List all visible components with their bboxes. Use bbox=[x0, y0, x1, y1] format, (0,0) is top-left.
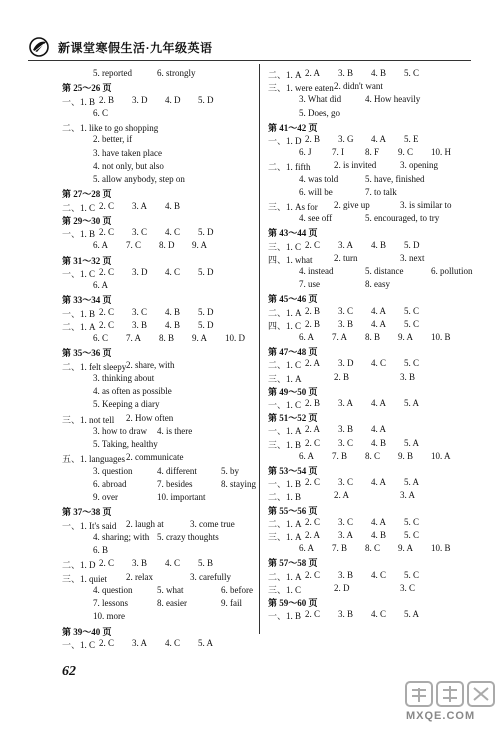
answer-cell: 3. A bbox=[338, 239, 354, 250]
answer-cell: 2. turn bbox=[334, 252, 358, 263]
answer-cell: 4. A bbox=[371, 424, 387, 435]
answer-cell: 6. A bbox=[299, 543, 315, 554]
answer-cell: 三、1. were eaten bbox=[268, 83, 334, 94]
answer-cell: 3. B bbox=[338, 318, 354, 329]
heading-text: 第 31～32 页 bbox=[62, 255, 112, 266]
answer-cell: 7. A bbox=[332, 332, 348, 342]
answer-cell: 4. B bbox=[165, 319, 181, 330]
answer-cell: 2. C bbox=[305, 239, 321, 250]
answer-cell: 6. C bbox=[93, 107, 109, 118]
answer-cell: 2. B bbox=[305, 134, 321, 144]
answer-cell: 5. C bbox=[404, 358, 420, 369]
answer-cell: 3. B bbox=[132, 319, 148, 330]
answer-cell: 二、1. A bbox=[268, 518, 302, 529]
heading-text: 第 47～48 页 bbox=[268, 347, 318, 358]
answer-cell: 5. Keeping a diary bbox=[93, 399, 160, 410]
answer-cell: 二、1. A bbox=[268, 307, 302, 318]
heading-text: 第 27～28 页 bbox=[62, 189, 112, 200]
answer-cell: 3. B bbox=[400, 371, 416, 382]
answer-cell: 5. have, finished bbox=[365, 173, 425, 184]
answer-cell: 7. B bbox=[332, 543, 348, 554]
answer-cell: 2. share, with bbox=[126, 359, 175, 370]
heading-text: 第 37～38 页 bbox=[62, 507, 112, 518]
answer-cell: 3. question bbox=[93, 465, 133, 476]
answer-cell: 三、1. not tell bbox=[62, 414, 115, 425]
answer-cell: 4. C bbox=[165, 227, 181, 237]
answer-cell: 三、1. B bbox=[268, 439, 302, 450]
answer-cell: 10. important bbox=[157, 492, 206, 502]
answer-cell: 三、1. C bbox=[268, 584, 302, 595]
answer-cell: 3. carefully bbox=[190, 571, 231, 582]
answer-cell: 二、1. C bbox=[268, 360, 302, 371]
answer-cell: 10. H bbox=[431, 147, 451, 158]
answer-cell: 4. A bbox=[371, 318, 387, 329]
answer-cell: 3. B bbox=[338, 424, 354, 435]
answer-cell: 3. C bbox=[132, 306, 148, 317]
answer-cell: 5. C bbox=[404, 530, 420, 540]
answer-cell: 5. reported bbox=[93, 68, 132, 78]
answer-cell: 4. sharing; with bbox=[93, 531, 150, 542]
heading-text: 第 45～46 页 bbox=[268, 294, 318, 305]
answer-cell: 一、1. B bbox=[62, 96, 96, 107]
answer-cell: 一、1. It's said bbox=[62, 520, 117, 531]
answer-cell: 3. What did bbox=[299, 94, 342, 105]
answer-cell: 2. give up bbox=[334, 200, 370, 210]
answer-cell: 8. easier bbox=[157, 598, 187, 608]
answer-cell: 3. C bbox=[338, 477, 354, 488]
answer-cell: 4. B bbox=[371, 68, 387, 78]
answer-cell: 2. A bbox=[305, 424, 321, 435]
answer-cell: 三、1. quiet bbox=[62, 573, 107, 584]
answer-cell: 5. D bbox=[198, 227, 214, 237]
answer-cell: 三、1. As for bbox=[268, 202, 318, 212]
answer-cell: 4. C bbox=[165, 266, 181, 277]
answer-cell: 7. to talk bbox=[365, 186, 397, 197]
leaf-logo-icon bbox=[28, 36, 50, 58]
answer-cell: 2. relax bbox=[126, 571, 153, 582]
answer-cell: 5. C bbox=[404, 516, 420, 527]
answer-cell: 4. see off bbox=[299, 213, 333, 224]
answer-cell: 4. A bbox=[371, 477, 387, 488]
answer-cell: 二、1. A bbox=[268, 571, 302, 582]
answer-cell: 4. How heavily bbox=[365, 94, 421, 105]
answer-cell: 2. B bbox=[334, 371, 350, 382]
answer-cell: 8. staying bbox=[221, 478, 256, 489]
answer-cell: 二、1. A bbox=[268, 70, 302, 80]
answer-cell: 2. C bbox=[305, 477, 321, 488]
answer-cell: 6. abroad bbox=[93, 478, 127, 489]
answer-cell: 2. C bbox=[305, 609, 321, 620]
answer-cell: 7. C bbox=[126, 240, 142, 251]
answer-cell: 7. use bbox=[299, 279, 320, 290]
heading-text: 第 33～34 页 bbox=[62, 295, 112, 306]
answer-cell: 4. A bbox=[371, 134, 387, 144]
answer-cell: 9. A bbox=[192, 333, 208, 343]
answer-cell: 8. B bbox=[159, 333, 175, 343]
answer-cell: 4. A bbox=[371, 305, 387, 316]
answer-cell: 4. different bbox=[157, 465, 197, 476]
answer-cell: 一、1. D bbox=[268, 136, 302, 146]
answer-cell: 5. A bbox=[404, 398, 420, 408]
answer-cell: 二、1. C bbox=[62, 202, 96, 213]
heading-text: 第 35～36 页 bbox=[62, 348, 112, 359]
answer-cell: 3. C bbox=[338, 437, 354, 448]
answer-cell: 二、1. like to go shopping bbox=[62, 123, 159, 133]
answer-cell: 2. communicate bbox=[126, 452, 184, 463]
answer-cell: 10. more bbox=[93, 611, 125, 622]
answer-cell: 2. How often bbox=[126, 412, 174, 423]
answer-cell: 2. A bbox=[305, 68, 321, 78]
answer-cell: 4. question bbox=[93, 584, 133, 595]
answer-cell: 5. allow anybody, step on bbox=[93, 174, 185, 184]
answer-cell: 2. B bbox=[305, 305, 321, 316]
answer-cell: 3. D bbox=[338, 358, 354, 369]
answer-cell: 二、1. fifth bbox=[268, 162, 311, 173]
answer-cell: 二、1. D bbox=[62, 560, 96, 571]
answer-cell: 6. before bbox=[221, 584, 253, 595]
answer-cell: 5. D bbox=[198, 94, 214, 105]
answer-cell: 二、1. felt sleepy bbox=[62, 361, 127, 372]
answer-cell: 4. A bbox=[371, 516, 387, 527]
answer-cell: 4. B bbox=[371, 239, 387, 250]
answer-cell: 三、1. A bbox=[268, 373, 302, 384]
heading-text: 第 25～26 页 bbox=[62, 83, 112, 94]
answer-cell: 2. better, if bbox=[93, 134, 133, 145]
answer-cell: 3. is similar to bbox=[400, 200, 452, 210]
answer-cell: 3. have taken place bbox=[93, 147, 162, 158]
answer-cell: 2. C bbox=[99, 319, 115, 330]
answer-cell: 2. A bbox=[305, 358, 321, 369]
answer-cell: 9. C bbox=[398, 147, 414, 158]
answer-cell: 9. B bbox=[398, 450, 414, 461]
answer-cell: 3. A bbox=[400, 490, 416, 501]
answer-cell: 4. B bbox=[371, 437, 387, 448]
answer-cell: 3. A bbox=[132, 200, 148, 211]
answer-cell: 3. D bbox=[132, 266, 148, 277]
answer-cell: 5. A bbox=[404, 477, 420, 488]
answer-cell: 6. strongly bbox=[157, 68, 196, 78]
answer-cell: 9. over bbox=[93, 492, 118, 502]
answer-cell: 5. A bbox=[404, 609, 420, 620]
answer-cell: 7. lessons bbox=[93, 598, 129, 608]
answer-cell: 10. B bbox=[431, 332, 451, 342]
answer-cell: 4. C bbox=[371, 358, 387, 369]
answer-cell: 7. I bbox=[332, 147, 344, 158]
answer-cell: 5. D bbox=[404, 239, 420, 250]
answer-cell: 2. C bbox=[99, 266, 115, 277]
answer-cell: 8. F bbox=[365, 147, 380, 158]
answer-cell: 6. will be bbox=[299, 186, 333, 197]
heading-text: 第 41～42 页 bbox=[268, 122, 318, 133]
heading-text: 第 57～58 页 bbox=[268, 558, 318, 569]
answer-cell: 10. B bbox=[431, 543, 451, 554]
answer-cell: 6. J bbox=[299, 147, 312, 158]
answer-cell: 4. as often as possible bbox=[93, 386, 172, 396]
header-rule bbox=[28, 60, 471, 61]
answer-cell: 2. C bbox=[99, 227, 115, 237]
answer-cell: 2. A bbox=[305, 530, 321, 540]
answer-cell: 一、1. B bbox=[268, 611, 302, 622]
answer-cell: 3. C bbox=[338, 516, 354, 527]
answer-cell: 3. A bbox=[338, 530, 354, 540]
answer-cell: 9. A bbox=[398, 543, 414, 554]
page-number: 62 bbox=[62, 664, 76, 679]
answer-cell: 2. is invited bbox=[334, 160, 377, 171]
answer-cell: 5. D bbox=[198, 266, 214, 277]
answer-cell: 5. C bbox=[404, 305, 420, 316]
answer-cell: 6. A bbox=[299, 450, 315, 461]
answer-cell: 4. is there bbox=[157, 425, 193, 436]
answer-cell: 2. C bbox=[305, 516, 321, 527]
answer-cell: 五、1. languages bbox=[62, 454, 125, 465]
answer-cell: 二、1. B bbox=[268, 492, 302, 503]
heading-text: 第 55～56 页 bbox=[268, 505, 318, 516]
answer-cell: 8. easy bbox=[365, 279, 390, 290]
answer-cell: 2. B bbox=[305, 398, 321, 408]
answer-cell: 一、1. C bbox=[62, 268, 96, 279]
answer-cell: 9. fail bbox=[221, 598, 242, 608]
answer-cell: 2. didn't want bbox=[334, 81, 383, 92]
answer-cell: 2. C bbox=[99, 558, 115, 569]
heading-text: 第 49～50 页 bbox=[268, 386, 318, 397]
heading-text: 第 29～30 页 bbox=[62, 215, 112, 226]
column-divider bbox=[259, 64, 260, 634]
answer-cell: 5. distance bbox=[365, 266, 404, 276]
answer-cell: 2. D bbox=[334, 582, 350, 593]
answer-cell: 3. thinking about bbox=[93, 372, 155, 383]
answer-cell: 四、1. C bbox=[268, 320, 302, 331]
answer-cell: 5. D bbox=[198, 306, 214, 317]
answer-cell: 9. A bbox=[398, 332, 414, 342]
answer-cell: 2. A bbox=[334, 490, 350, 501]
watermark-text: MXQE.COM bbox=[406, 710, 476, 722]
answer-cell: 4. B bbox=[165, 306, 181, 317]
answer-cell: 4. C bbox=[165, 558, 181, 569]
answer-cell: 5. Does, go bbox=[299, 107, 340, 118]
answer-cell: 3. B bbox=[338, 569, 354, 580]
answer-cell: 6. A bbox=[299, 332, 315, 342]
answer-cell: 三、1. C bbox=[268, 241, 302, 252]
answer-cell: 3. B bbox=[132, 558, 148, 569]
answer-cell: 一、1. B bbox=[268, 479, 302, 490]
answer-cell: 三、1. A bbox=[268, 532, 302, 542]
heading-text: 第 51～52 页 bbox=[268, 413, 318, 424]
page-title: 新课堂寒假生活·九年级英语 bbox=[58, 41, 213, 55]
answer-cell: 6. C bbox=[93, 333, 109, 343]
answer-cell: 5. what bbox=[157, 584, 184, 595]
answer-cell: 2. C bbox=[305, 437, 321, 448]
answer-cell: 一、1. C bbox=[62, 639, 96, 650]
answer-cell: 5. D bbox=[198, 319, 214, 330]
answer-cell: 2. laugh at bbox=[126, 518, 164, 529]
answer-cell: 5. Taking, healthy bbox=[93, 439, 158, 449]
answer-cell: 3. C bbox=[132, 227, 148, 237]
answer-cell: 5. encouraged, to try bbox=[365, 213, 440, 224]
answer-cell: 4. not only, but also bbox=[93, 160, 164, 171]
answer-cell: 3. D bbox=[132, 94, 148, 105]
answer-cell: 2. C bbox=[305, 569, 321, 580]
answer-cell: 4. C bbox=[165, 637, 181, 648]
answer-cell: 二、1. A bbox=[62, 321, 96, 332]
heading-text: 第 59～60 页 bbox=[268, 598, 318, 608]
answer-cell: 10. D bbox=[225, 333, 245, 343]
heading-text: 第 53～54 页 bbox=[268, 466, 318, 476]
answer-cell: 3. C bbox=[400, 582, 416, 593]
answer-cell: 2. C bbox=[99, 306, 115, 317]
heading-text: 第 39～40 页 bbox=[62, 626, 112, 637]
answer-cell: 7. A bbox=[126, 333, 142, 343]
answer-cell: 4. was told bbox=[299, 173, 339, 184]
answer-cell: 四、1. what bbox=[268, 254, 313, 265]
answer-cell: 一、1. B bbox=[62, 308, 96, 319]
answer-cell: 3. next bbox=[400, 252, 425, 263]
answer-cell: 4. C bbox=[371, 609, 387, 620]
answer-cell: 5. E bbox=[404, 134, 419, 144]
answer-cell: 6. A bbox=[93, 280, 109, 290]
page-header bbox=[28, 36, 248, 58]
answer-cell: 4. C bbox=[371, 569, 387, 580]
answer-cell: 3. C bbox=[338, 305, 354, 316]
answer-cell: 3. A bbox=[338, 398, 354, 408]
answer-cell: 2. C bbox=[99, 637, 115, 648]
answer-cell: 一、1. A bbox=[268, 426, 302, 437]
answer-cell: 3. come true bbox=[190, 518, 235, 529]
answer-cell: 6. A bbox=[93, 240, 109, 251]
answer-cell: 10. A bbox=[431, 450, 451, 461]
answer-cell: 3. opening bbox=[400, 160, 438, 171]
heading-text: 第 43～44 页 bbox=[268, 228, 318, 239]
answer-cell: 5. by bbox=[221, 465, 239, 476]
answer-cell: 8. C bbox=[365, 543, 381, 554]
answer-cell: 6. B bbox=[93, 545, 109, 555]
answer-cell: 5. crazy thoughts bbox=[157, 531, 219, 542]
answer-cell: 5. C bbox=[404, 318, 420, 329]
answer-cell: 5. C bbox=[404, 569, 420, 580]
answer-cell: 3. G bbox=[338, 134, 354, 144]
answer-cell: 5. A bbox=[404, 437, 420, 448]
answer-cell: 一、1. B bbox=[62, 229, 96, 239]
answer-cell: 4. D bbox=[165, 94, 181, 105]
answer-cell: 7. besides bbox=[157, 478, 193, 489]
answer-cell: 3. B bbox=[338, 68, 354, 78]
answer-cell: 3. B bbox=[338, 609, 354, 620]
answer-cell: 2. B bbox=[305, 318, 321, 329]
answer-cell: 5. C bbox=[404, 68, 420, 78]
answer-cell: 8. B bbox=[365, 332, 381, 342]
answer-cell: 5. B bbox=[198, 558, 214, 569]
answer-cell: 3. how to draw bbox=[93, 425, 147, 436]
answer-cell: 3. A bbox=[132, 637, 148, 648]
answer-cell: 4. A bbox=[371, 398, 387, 408]
answer-cell: 4. B bbox=[371, 530, 387, 540]
answer-cell: 4. instead bbox=[299, 266, 334, 276]
answer-cell: 7. B bbox=[332, 450, 348, 461]
answer-cell: 2. C bbox=[99, 200, 115, 211]
answer-cell: 8. C bbox=[365, 450, 381, 461]
answer-cell: 6. pollution bbox=[431, 266, 473, 276]
answer-cell: 8. D bbox=[159, 240, 175, 251]
answer-cell: 9. A bbox=[192, 240, 208, 251]
answer-cell: 4. B bbox=[165, 200, 181, 211]
answer-cell: 2. B bbox=[99, 94, 115, 105]
answer-cell: 一、1. C bbox=[268, 400, 302, 410]
answer-cell: 5. A bbox=[198, 637, 214, 648]
